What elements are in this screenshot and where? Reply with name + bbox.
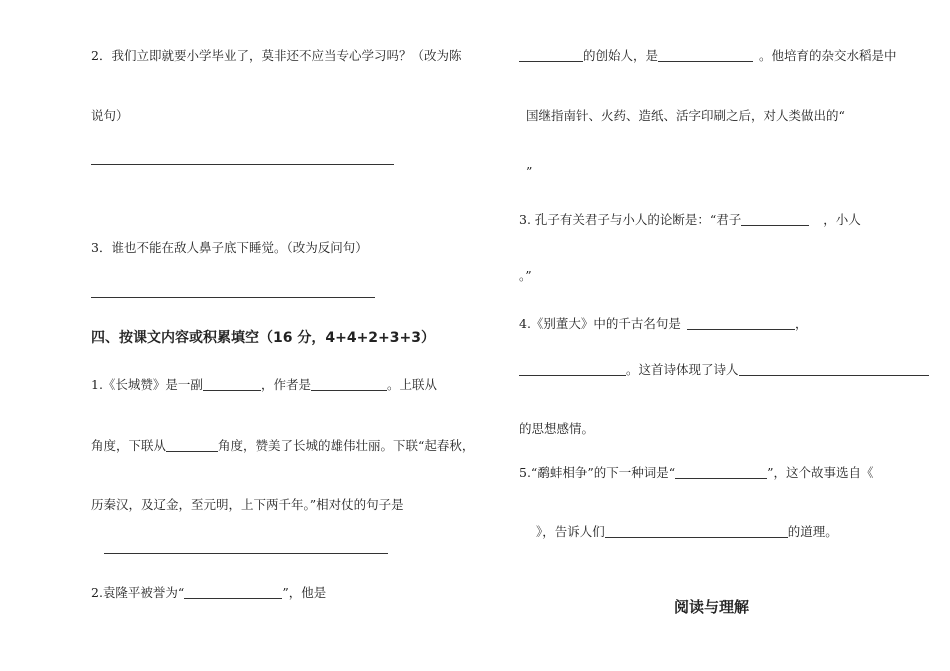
blank-next-phrase[interactable] bbox=[675, 466, 767, 479]
s4q1-text-b: ，作者是 bbox=[260, 377, 311, 392]
s4-question-3-line2: 。” bbox=[519, 268, 532, 283]
s4-question-2-line4: ” bbox=[526, 164, 533, 179]
blank-famous-line-1[interactable] bbox=[687, 317, 795, 330]
answer-line-s4q1[interactable] bbox=[104, 553, 388, 554]
blank-lesson[interactable] bbox=[605, 525, 788, 538]
blank-couplet-type[interactable] bbox=[203, 378, 261, 391]
s4q1-text-c: 。上联从 bbox=[386, 377, 437, 392]
question-3-text: 3．谁也不能在敌人鼻子底下睡觉。（改为反问句） bbox=[91, 240, 368, 255]
q4-text-c: 。这首诗体现了诗人 bbox=[626, 362, 739, 377]
q4-text-a: 4.《别董大》中的千古名句是 bbox=[519, 316, 681, 331]
q5-text-b: ”，这个故事选自《 bbox=[767, 465, 874, 480]
q4-text-b: ， bbox=[794, 316, 808, 331]
question-2-text-line1: 2．我们立即就要小学毕业了，莫非还不应当专心学习吗？（改为陈 bbox=[91, 48, 462, 63]
s4-question-2-line3: 国继指南针、火药、造纸、活字印刷之后，对人类做出的“ bbox=[526, 108, 845, 123]
r1-text-c: 。他培育的杂交水稻是中 bbox=[759, 48, 897, 63]
s4q2-text-b: ”，他是 bbox=[282, 585, 327, 600]
s4-question-2-line1 bbox=[91, 585, 326, 601]
s4-question-1-line3: 历秦汉，及辽金，至元明，上下两千年。”相对仗的句子是 bbox=[91, 497, 404, 512]
answer-line-q2[interactable] bbox=[91, 164, 394, 165]
s4-question-5-line1 bbox=[519, 465, 874, 481]
reading-section-title: 阅读与理解 bbox=[674, 598, 750, 616]
blank-identity[interactable] bbox=[658, 49, 753, 62]
answer-line-q3[interactable] bbox=[91, 297, 375, 298]
section-4-title: 四、按课文内容或积累填空（16 分，4+4+2+3+3） bbox=[91, 330, 435, 346]
s4q1-text-d: 角度，下联从 bbox=[91, 438, 167, 453]
blank-poet-feeling[interactable] bbox=[739, 363, 929, 376]
s4-question-4-line2 bbox=[519, 362, 929, 378]
s4-question-2-line2 bbox=[519, 48, 897, 64]
s4-question-1-line2 bbox=[91, 438, 474, 454]
s4q1-text-e: 角度，赞美了长城的雄伟壮丽。下联“起春秋， bbox=[218, 438, 475, 453]
s4-question-4-line3: 的思想感情。 bbox=[519, 421, 595, 436]
blank-famous-line-2[interactable] bbox=[519, 363, 626, 376]
q5-text-d: 的道理。 bbox=[787, 524, 838, 539]
blank-author[interactable] bbox=[311, 378, 387, 391]
s4q2-text-a: 2.袁隆平被誉为“ bbox=[91, 585, 185, 600]
blank-title-honor[interactable] bbox=[184, 586, 282, 599]
blank-lower-angle[interactable] bbox=[166, 439, 218, 452]
s4-question-3-line1 bbox=[519, 212, 861, 228]
q5-text-a: 5.“鹬蚌相争”的下一种词是“ bbox=[519, 465, 676, 480]
q3-text-a: 3. 孔子有关君子与小人的论断是：“君子 bbox=[519, 212, 742, 227]
q5-text-c: 》，告诉人们 bbox=[536, 524, 605, 539]
s4-question-1-line1 bbox=[91, 377, 437, 393]
s4q1-text-a: 1.《长城赞》是一副 bbox=[91, 377, 203, 392]
question-2-text-line2: 说句） bbox=[91, 108, 129, 123]
blank-junzi[interactable] bbox=[741, 213, 809, 226]
s4-question-5-line2 bbox=[536, 524, 838, 540]
s4-question-4-line1 bbox=[519, 316, 807, 332]
r1-text-b: 的创始人，是 bbox=[583, 48, 659, 63]
q3-text-b: ，小人 bbox=[823, 212, 861, 227]
blank-founder-of[interactable] bbox=[519, 49, 583, 62]
